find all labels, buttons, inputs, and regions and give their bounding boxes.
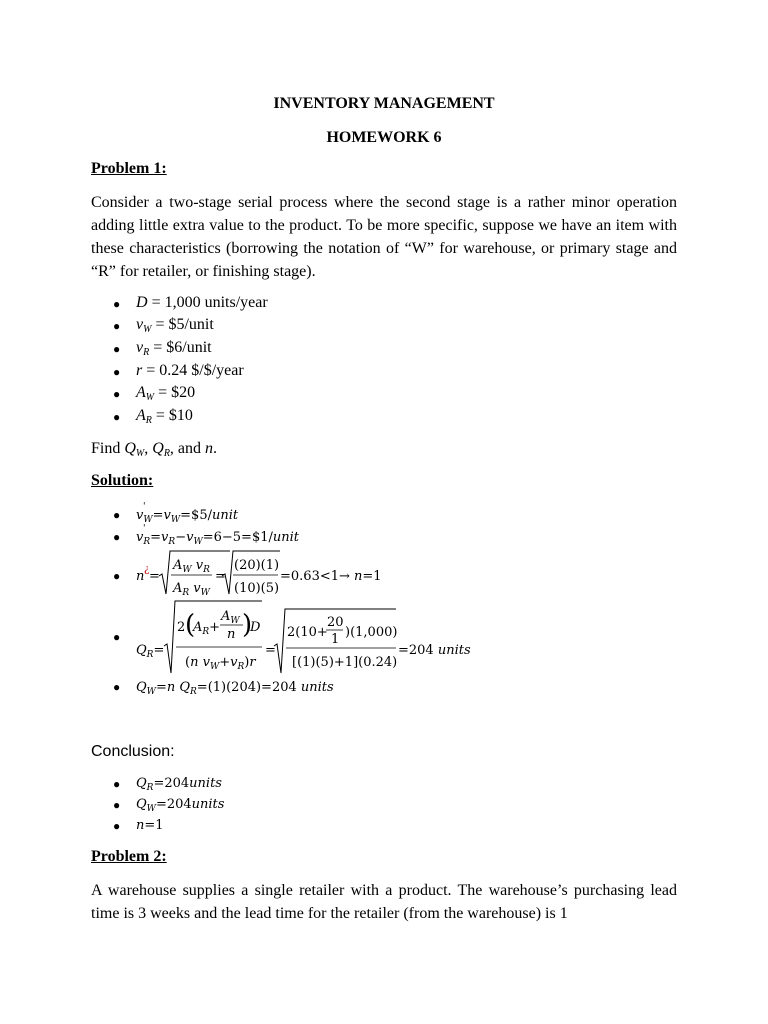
svg-text:2(10+: 2(10+	[287, 625, 328, 640]
svg-text:=204 units: =204 units	[398, 643, 471, 658]
conclusion-qr: $Q_R=204units$	[136, 776, 222, 793]
svg-text:[(1)(5)+1](0.24): [(1)(5)+1](0.24)	[292, 655, 398, 670]
bullet-icon: ●	[113, 680, 121, 694]
svg-text:n: n	[136, 569, 145, 584]
problem2-heading: Problem 2:	[91, 848, 167, 865]
bullet-icon: ●	[113, 777, 121, 791]
svg-text:QW=n QR=(1)(204)=204 units: $Q_W=n$ $Q_R=(1)(204)=204$ units	[136, 680, 334, 697]
conclusion-qw: $Q_W=204units$	[136, 797, 225, 814]
bullet-icon: ●	[113, 819, 121, 833]
svg-text:': '	[143, 524, 146, 534]
list-item: r = 0.24 $/$/year	[136, 362, 244, 379]
list-item: vR = $6/unit	[136, 339, 212, 358]
bullet-icon: ●	[113, 319, 121, 333]
svg-text:(10)(5): (10)(5)	[234, 581, 280, 596]
problem2-paragraph: A warehouse supplies a single retailer with a product. The warehouse’s purchasing lead time is 3 weeks and the lead time for the retailer (from the warehouse) is 1	[91, 882, 677, 922]
svg-text:=0.63<1→ n=1: =0.63<1→ n=1	[280, 569, 382, 584]
bullet-icon: ●	[113, 387, 121, 401]
bullet-icon: ●	[113, 365, 121, 379]
problem1-heading: Problem 1:	[91, 160, 167, 177]
document-title: INVENTORY MANAGEMENT	[273, 95, 495, 112]
bullet-icon: ●	[113, 630, 121, 644]
solution-heading: Solution:	[91, 472, 154, 489]
svg-text:AW vR: $A_W$ $v_R$	[173, 558, 210, 575]
svg-text:(: (	[185, 610, 196, 640]
bullet-icon: ●	[113, 798, 121, 812]
svg-text:2: 2	[177, 620, 186, 635]
svg-text:vW=vW=$5/unit: $v_W=v_W=\$5$/unit	[136, 508, 239, 525]
list-item: D = 1,000 units/year	[136, 294, 268, 311]
svg-text:(n vW+vR)r: (n $v_W+v_R)r$	[185, 655, 256, 672]
list-item: AW = $20	[136, 384, 196, 403]
bullet-icon: ●	[113, 297, 121, 311]
svg-text:AW: $A_W$	[221, 609, 240, 626]
svg-text:n: n	[227, 627, 236, 642]
svg-text:': '	[143, 502, 146, 512]
conclusion-heading: Conclusion:	[91, 743, 175, 760]
bullet-icon: ●	[113, 410, 121, 424]
svg-text:QR=: $Q_R=$	[136, 643, 165, 660]
svg-text:1: 1	[331, 632, 340, 647]
bullet-icon: ●	[113, 342, 121, 356]
svg-text:AR+: $A_R+$	[193, 620, 221, 637]
find-statement: Find QW, QR, and n.	[91, 440, 218, 459]
svg-text:): )	[242, 610, 253, 640]
svg-text:=: =	[265, 643, 276, 658]
svg-text:=: =	[149, 569, 160, 584]
list-item: AR = $10	[136, 407, 193, 426]
problem1-paragraph: Consider a two-stage serial process where the second stage is a rather minor operation adding little extra value to the product. To be more specific, suppose we have an item with these characteristics (borrowing the notation of “W” for warehouse, or primary stage and “R” for retailer, or finishing stage).	[91, 194, 677, 280]
bullet-icon: ●	[113, 508, 121, 522]
svg-text:AR vW: $A_R$ $v_W$	[173, 581, 210, 598]
svg-text:¿: ¿	[144, 564, 150, 575]
svg-text:20: 20	[327, 615, 344, 630]
svg-text:(20)(1): (20)(1)	[234, 558, 280, 573]
document-subtitle: HOMEWORK 6	[326, 129, 442, 146]
svg-text:)(1,000): )(1,000)	[345, 625, 398, 640]
bullet-icon: ●	[113, 530, 121, 544]
conclusion-n: n=1	[136, 818, 164, 833]
bullet-icon: ●	[113, 569, 121, 583]
svg-text:D: D	[250, 620, 261, 635]
svg-text:vR=vR−vW=6−5=$1/unit: $v_R=v_R-v_W=6-5=\$1$/unit	[136, 530, 300, 547]
svg-text:=: =	[215, 569, 226, 584]
list-item: vW = $5/unit	[136, 316, 214, 335]
